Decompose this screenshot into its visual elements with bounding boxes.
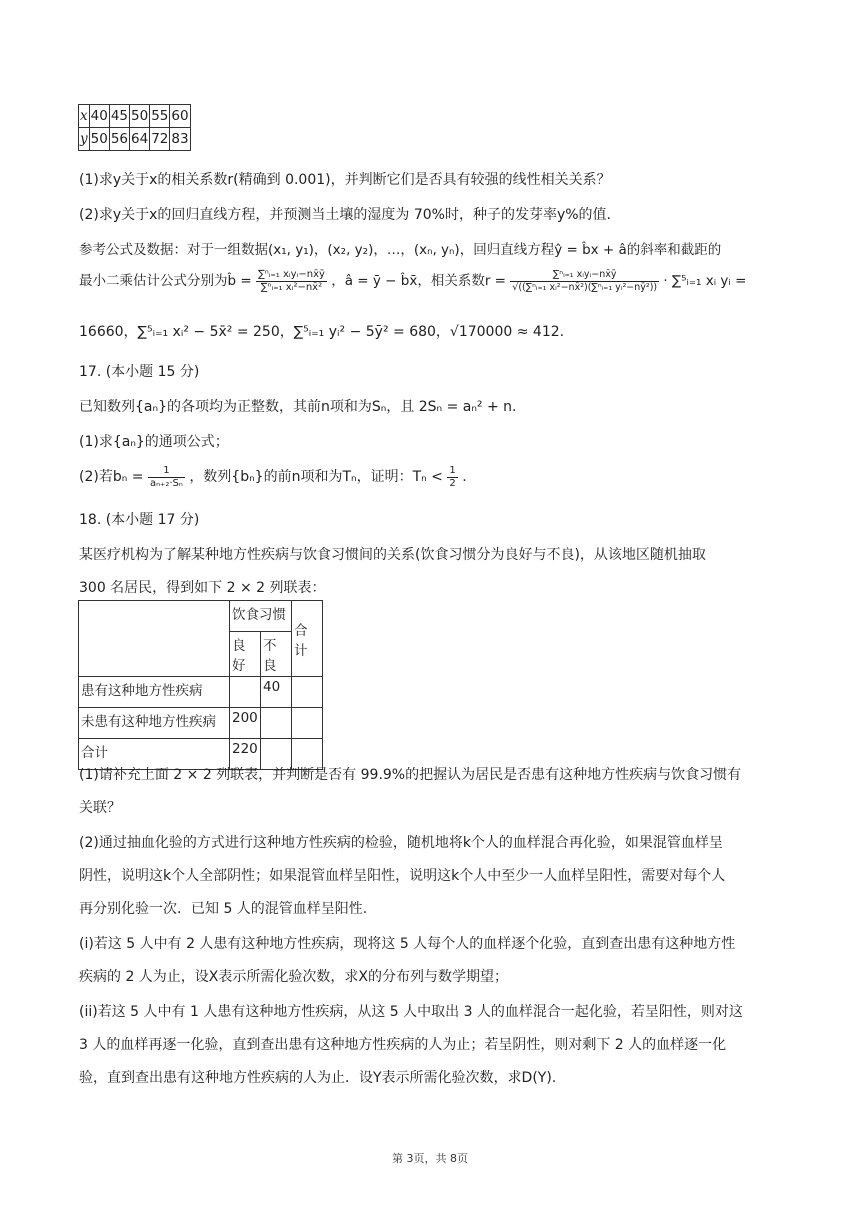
fraction-denominator: 2 <box>449 477 456 489</box>
contingency-table <box>78 600 323 770</box>
fraction-denominator: ∑ⁿᵢ₌₁ xᵢ²−nx̄² <box>260 281 323 293</box>
fraction-denominator: aₙ₊₂·Sₙ <box>149 477 183 489</box>
table-row <box>79 601 323 632</box>
q18-part2-line3: 再分别化验一次．已知 5 人的混管血样呈阳性. <box>79 901 368 917</box>
q18-heading: 18. (本小题 17 分) <box>79 512 200 528</box>
correlation-fraction <box>510 269 659 294</box>
q18-line1: 某医疗机构为了解某种地方性疾病与饮食习惯间的关系(饮食习惯分为良好与不良)，从该地区随机抽取 <box>79 547 706 563</box>
header-bad: 不良 <box>261 632 292 677</box>
table-row <box>79 708 323 739</box>
header-diet-habit: 饮食习惯 <box>230 601 292 632</box>
fraction-denominator: √((∑ⁿᵢ₌₁ xᵢ²−nx̄²)(∑ⁿᵢ₌₁ yᵢ²−nȳ²)) <box>512 281 658 293</box>
q16-reference-line3: 16660，∑⁵ᵢ₌₁ xᵢ² − 5x̄² = 250，∑⁵ᵢ₌₁ yᵢ² − 5ȳ² = 680，√170000 ≈ 412. <box>79 324 565 340</box>
cell-good: 220 <box>230 739 261 770</box>
x-cell: 55 <box>150 105 170 128</box>
table-row <box>79 105 191 128</box>
q17-text: . <box>462 469 467 485</box>
q16-reference-line1: 参考公式及数据：对于一组数据(x₁, y₁)，(x₂, y₂)，…，(xₙ, yₙ)，回归直线方程ŷ = b̂x + â的斜率和截距的 <box>79 242 722 258</box>
q18-sub-i-line2: 疾病的 2 人为止，设X表示所需化验次数，求X的分布列与数学期望； <box>79 969 508 985</box>
q16-part2: (2)求y关于x的回归直线方程，并预测当土壤的湿度为 70%时，种子的发芽率y%的值. <box>79 207 612 223</box>
cell-total <box>292 677 323 708</box>
row-label: 未患有这种地方性疾病 <box>79 708 230 739</box>
half-fraction <box>447 465 457 490</box>
q16-part1: (1)求y关于x的相关系数r(精确到 0.001)，并判断它们是否具有较强的线性相关关系？ <box>79 172 611 188</box>
x-cell: 50 <box>130 105 150 128</box>
x-cell: 40 <box>89 105 109 128</box>
q17-line2: (1)求{aₙ}的通项公式； <box>79 434 229 450</box>
cell-bad <box>261 708 292 739</box>
cell-good <box>230 677 261 708</box>
q17-line1: 已知数列{aₙ}的各项均为正整数，其前n项和为Sₙ，且 2Sₙ = aₙ² + n. <box>79 399 517 415</box>
q18-part2-line1: (2)通过抽血化验的方式进行这种地方性疾病的检验，随机地将k个人的血样混合再化验，如果混管血样呈 <box>79 835 723 851</box>
xy-data-table <box>78 104 191 151</box>
y-cell: 50 <box>89 128 109 151</box>
header-good: 良好 <box>230 632 261 677</box>
y-label-cell: y <box>79 128 90 151</box>
fraction-numerator: 1 <box>148 465 185 478</box>
fraction-numerator: ∑ⁿᵢ₌₁ xᵢyᵢ−nx̄ȳ <box>510 269 659 282</box>
x-label-cell: x <box>79 105 90 128</box>
ref-text: · ∑⁵ᵢ₌₁ xᵢ yᵢ = <box>663 273 747 289</box>
q18-part1-line2: 关联？ <box>79 800 121 816</box>
ref-text: ，â = ȳ − b̂x̄，相关系数r = <box>331 273 506 289</box>
q17-heading: 17. (本小题 15 分) <box>79 364 200 380</box>
x-cell: 45 <box>109 105 129 128</box>
q18-line2: 300 名居民，得到如下 2 × 2 列联表： <box>79 580 326 596</box>
q18-sub-ii-line3: 验，直到查出患有这种地方性疾病的人为止．设Y表示所需化验次数，求D(Y). <box>79 1070 557 1086</box>
header-total: 合计 <box>292 601 323 677</box>
q17-line3 <box>79 462 467 492</box>
q18-part2-line2: 阴性，说明这k个人全部阴性；如果混管血样呈阳性，说明这k个人中至少一人血样呈阳性，需要对每个人 <box>79 868 726 884</box>
q18-sub-i-line1: (i)若这 5 人中有 2 人患有这种地方性疾病，现将这 5 人每个人的血样逐个化验，直到查出患有这种地方性 <box>79 936 736 952</box>
y-cell: 64 <box>130 128 150 151</box>
table-row <box>79 677 323 708</box>
fraction-numerator: 1 <box>449 464 456 476</box>
ref-text: 最小二乘估计公式分别为b̂ = <box>79 273 252 289</box>
table-corner-cell <box>79 601 230 677</box>
row-label: 合计 <box>79 739 230 770</box>
x-cell: 60 <box>170 105 190 128</box>
q18-part1-line1: (1)请补充上面 2 × 2 列联表，并判断是否有 99.9%的把握认为居民是否患有这种地方性疾病与饮食习惯有 <box>79 767 742 783</box>
q16-reference-line2 <box>79 267 746 295</box>
cell-total <box>292 708 323 739</box>
fraction-numerator: ∑ⁿᵢ₌₁ xᵢyᵢ−nx̄ȳ <box>257 268 325 280</box>
cell-bad: 40 <box>261 677 292 708</box>
page-footer: 第 3页，共 8页 <box>392 1152 468 1165</box>
row-label: 患有这种地方性疾病 <box>79 677 230 708</box>
y-cell: 72 <box>150 128 170 151</box>
slope-fraction <box>256 269 327 294</box>
q18-sub-ii-line2: 3 人的血样再逐一化验，直到查出患有这种地方性疾病的人为止；若呈阴性，则对剩下 2 人的血样逐一化 <box>79 1037 727 1053</box>
y-cell: 83 <box>170 128 190 151</box>
q17-text: ，数列{bₙ}的前n项和为Tₙ，证明：Tₙ < <box>189 469 443 485</box>
table-row <box>79 128 191 151</box>
cell-good: 200 <box>230 708 261 739</box>
bn-fraction <box>148 465 185 490</box>
q18-sub-ii-line1: (ii)若这 5 人中有 1 人患有这种地方性疾病，从这 5 人中取出 3 人的血样混合一起化验，若呈阳性，则对这 <box>79 1004 743 1020</box>
q17-text: (2)若bₙ = <box>79 469 144 485</box>
y-cell: 56 <box>109 128 129 151</box>
